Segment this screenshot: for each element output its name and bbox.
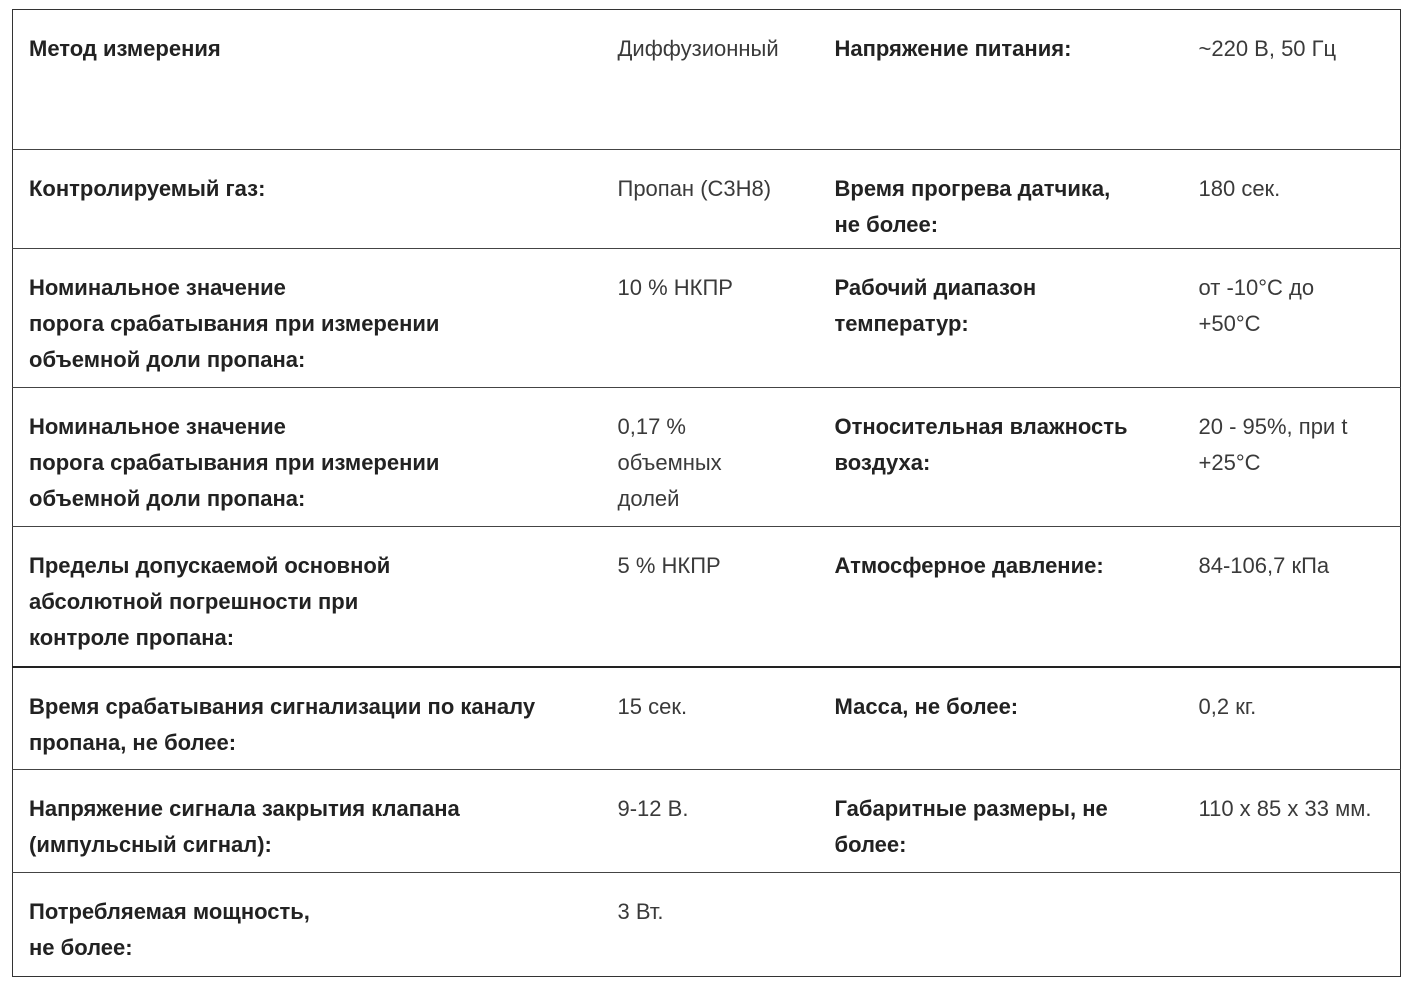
param-label: пропана, не более: <box>29 729 237 755</box>
spec-row <box>13 770 1401 873</box>
param-label-cell <box>13 770 602 873</box>
param-label: Время срабатывания сигнализации по каналу <box>29 693 536 719</box>
param-label-2-cell <box>819 770 1183 873</box>
param-value-cell <box>602 249 819 388</box>
param-value-2: +25°С <box>1198 450 1261 475</box>
param-label: порога срабатывания при измерении <box>29 450 440 475</box>
param-value: Пропан (С3Н8) <box>617 176 772 201</box>
spec-row <box>13 249 1401 388</box>
param-label-cell <box>13 150 602 249</box>
param-label: не более: <box>29 935 133 960</box>
param-value-cell <box>602 527 819 667</box>
spec-row <box>13 10 1401 150</box>
param-label-cell <box>13 10 602 150</box>
param-value-cell <box>602 388 819 527</box>
param-label-cell <box>13 667 602 770</box>
param-label: Контролируемый газ: <box>29 176 266 201</box>
param-label: Напряжение сигнала закрытия клапана <box>29 796 460 821</box>
param-value-2-cell <box>1183 527 1401 667</box>
param-value: долей <box>617 486 680 511</box>
param-label-2-cell <box>819 10 1183 150</box>
param-label-2-cell <box>819 873 1183 977</box>
param-value: объемных <box>617 450 722 475</box>
param-value: 10 % НКПР <box>617 275 733 300</box>
param-label: Метод измерения <box>29 36 221 61</box>
param-label-2-cell <box>819 249 1183 388</box>
specifications-table-body <box>13 10 1401 977</box>
param-value-2-cell <box>1183 249 1401 388</box>
param-label-2: более: <box>834 832 907 857</box>
param-label-2-cell <box>819 527 1183 667</box>
param-value-2: 84-106,7 кПа <box>1198 553 1330 578</box>
param-label: объемной доли пропана: <box>29 347 306 372</box>
param-label: (импульсный сигнал): <box>29 832 272 857</box>
param-label-cell <box>13 527 602 667</box>
param-label-2: Атмосферное давление: <box>834 553 1104 578</box>
param-value: 3 Вт. <box>617 899 664 924</box>
param-value-2: 20 - 95%, при t <box>1198 414 1348 439</box>
param-value-cell <box>602 150 819 249</box>
param-value-2: 0,2 кг. <box>1198 693 1257 719</box>
spec-row <box>13 388 1401 527</box>
param-value-2-cell <box>1183 770 1401 873</box>
spec-row <box>13 667 1401 770</box>
param-label-2-cell <box>819 388 1183 527</box>
param-label-cell <box>13 388 602 527</box>
param-label-2: температур: <box>834 311 969 336</box>
param-value: 9-12 В. <box>617 796 689 821</box>
specifications-table <box>12 9 1401 977</box>
param-label: Пределы допускаемой основной <box>29 553 391 578</box>
param-label-2: Напряжение питания: <box>834 36 1072 61</box>
param-label-2: воздуха: <box>834 450 931 475</box>
param-value-2-cell <box>1183 873 1401 977</box>
param-label-2-cell <box>819 150 1183 249</box>
param-value: Диффузионный <box>617 36 779 61</box>
param-label-cell <box>13 873 602 977</box>
param-label: Потребляемая мощность, <box>29 899 310 924</box>
param-value-cell <box>602 667 819 770</box>
param-label-2: Время прогрева датчика, <box>834 176 1111 201</box>
param-value-cell <box>602 873 819 977</box>
spec-row <box>13 527 1401 667</box>
param-label: порога срабатывания при измерении <box>29 311 440 336</box>
param-label-2: Масса, не более: <box>834 693 1019 719</box>
param-value: 0,17 % <box>617 414 686 439</box>
param-label-2: не более: <box>834 212 939 237</box>
param-value: 5 % НКПР <box>617 553 721 578</box>
param-label: Номинальное значение <box>29 414 286 439</box>
param-value-2: +50°С <box>1198 311 1261 336</box>
param-label-2: Рабочий диапазон <box>834 275 1037 300</box>
param-label: объемной доли пропана: <box>29 486 306 511</box>
param-label-2-cell <box>819 667 1183 770</box>
spec-row <box>13 150 1401 249</box>
spec-row <box>13 873 1401 977</box>
param-value-2: ~220 В, 50 Гц <box>1198 36 1337 61</box>
param-label: контроле пропана: <box>29 625 235 650</box>
param-value-2: 180 сек. <box>1198 176 1281 201</box>
param-label-2: Габаритные размеры, не <box>834 796 1108 821</box>
param-label-2: Относительная влажность <box>834 414 1128 439</box>
param-value-2: от -10°С до <box>1198 275 1315 300</box>
param-value-2-cell <box>1183 150 1401 249</box>
param-value-2: 110 х 85 х 33 мм. <box>1198 796 1372 821</box>
param-label: абсолютной погрешности при <box>29 589 359 614</box>
param-value-2-cell <box>1183 667 1401 770</box>
param-label: Номинальное значение <box>29 275 286 300</box>
param-label-cell <box>13 249 602 388</box>
param-value: 15 сек. <box>617 693 688 719</box>
param-value-cell <box>602 770 819 873</box>
param-value-cell <box>602 10 819 150</box>
param-value-2-cell <box>1183 10 1401 150</box>
param-value-2-cell <box>1183 388 1401 527</box>
